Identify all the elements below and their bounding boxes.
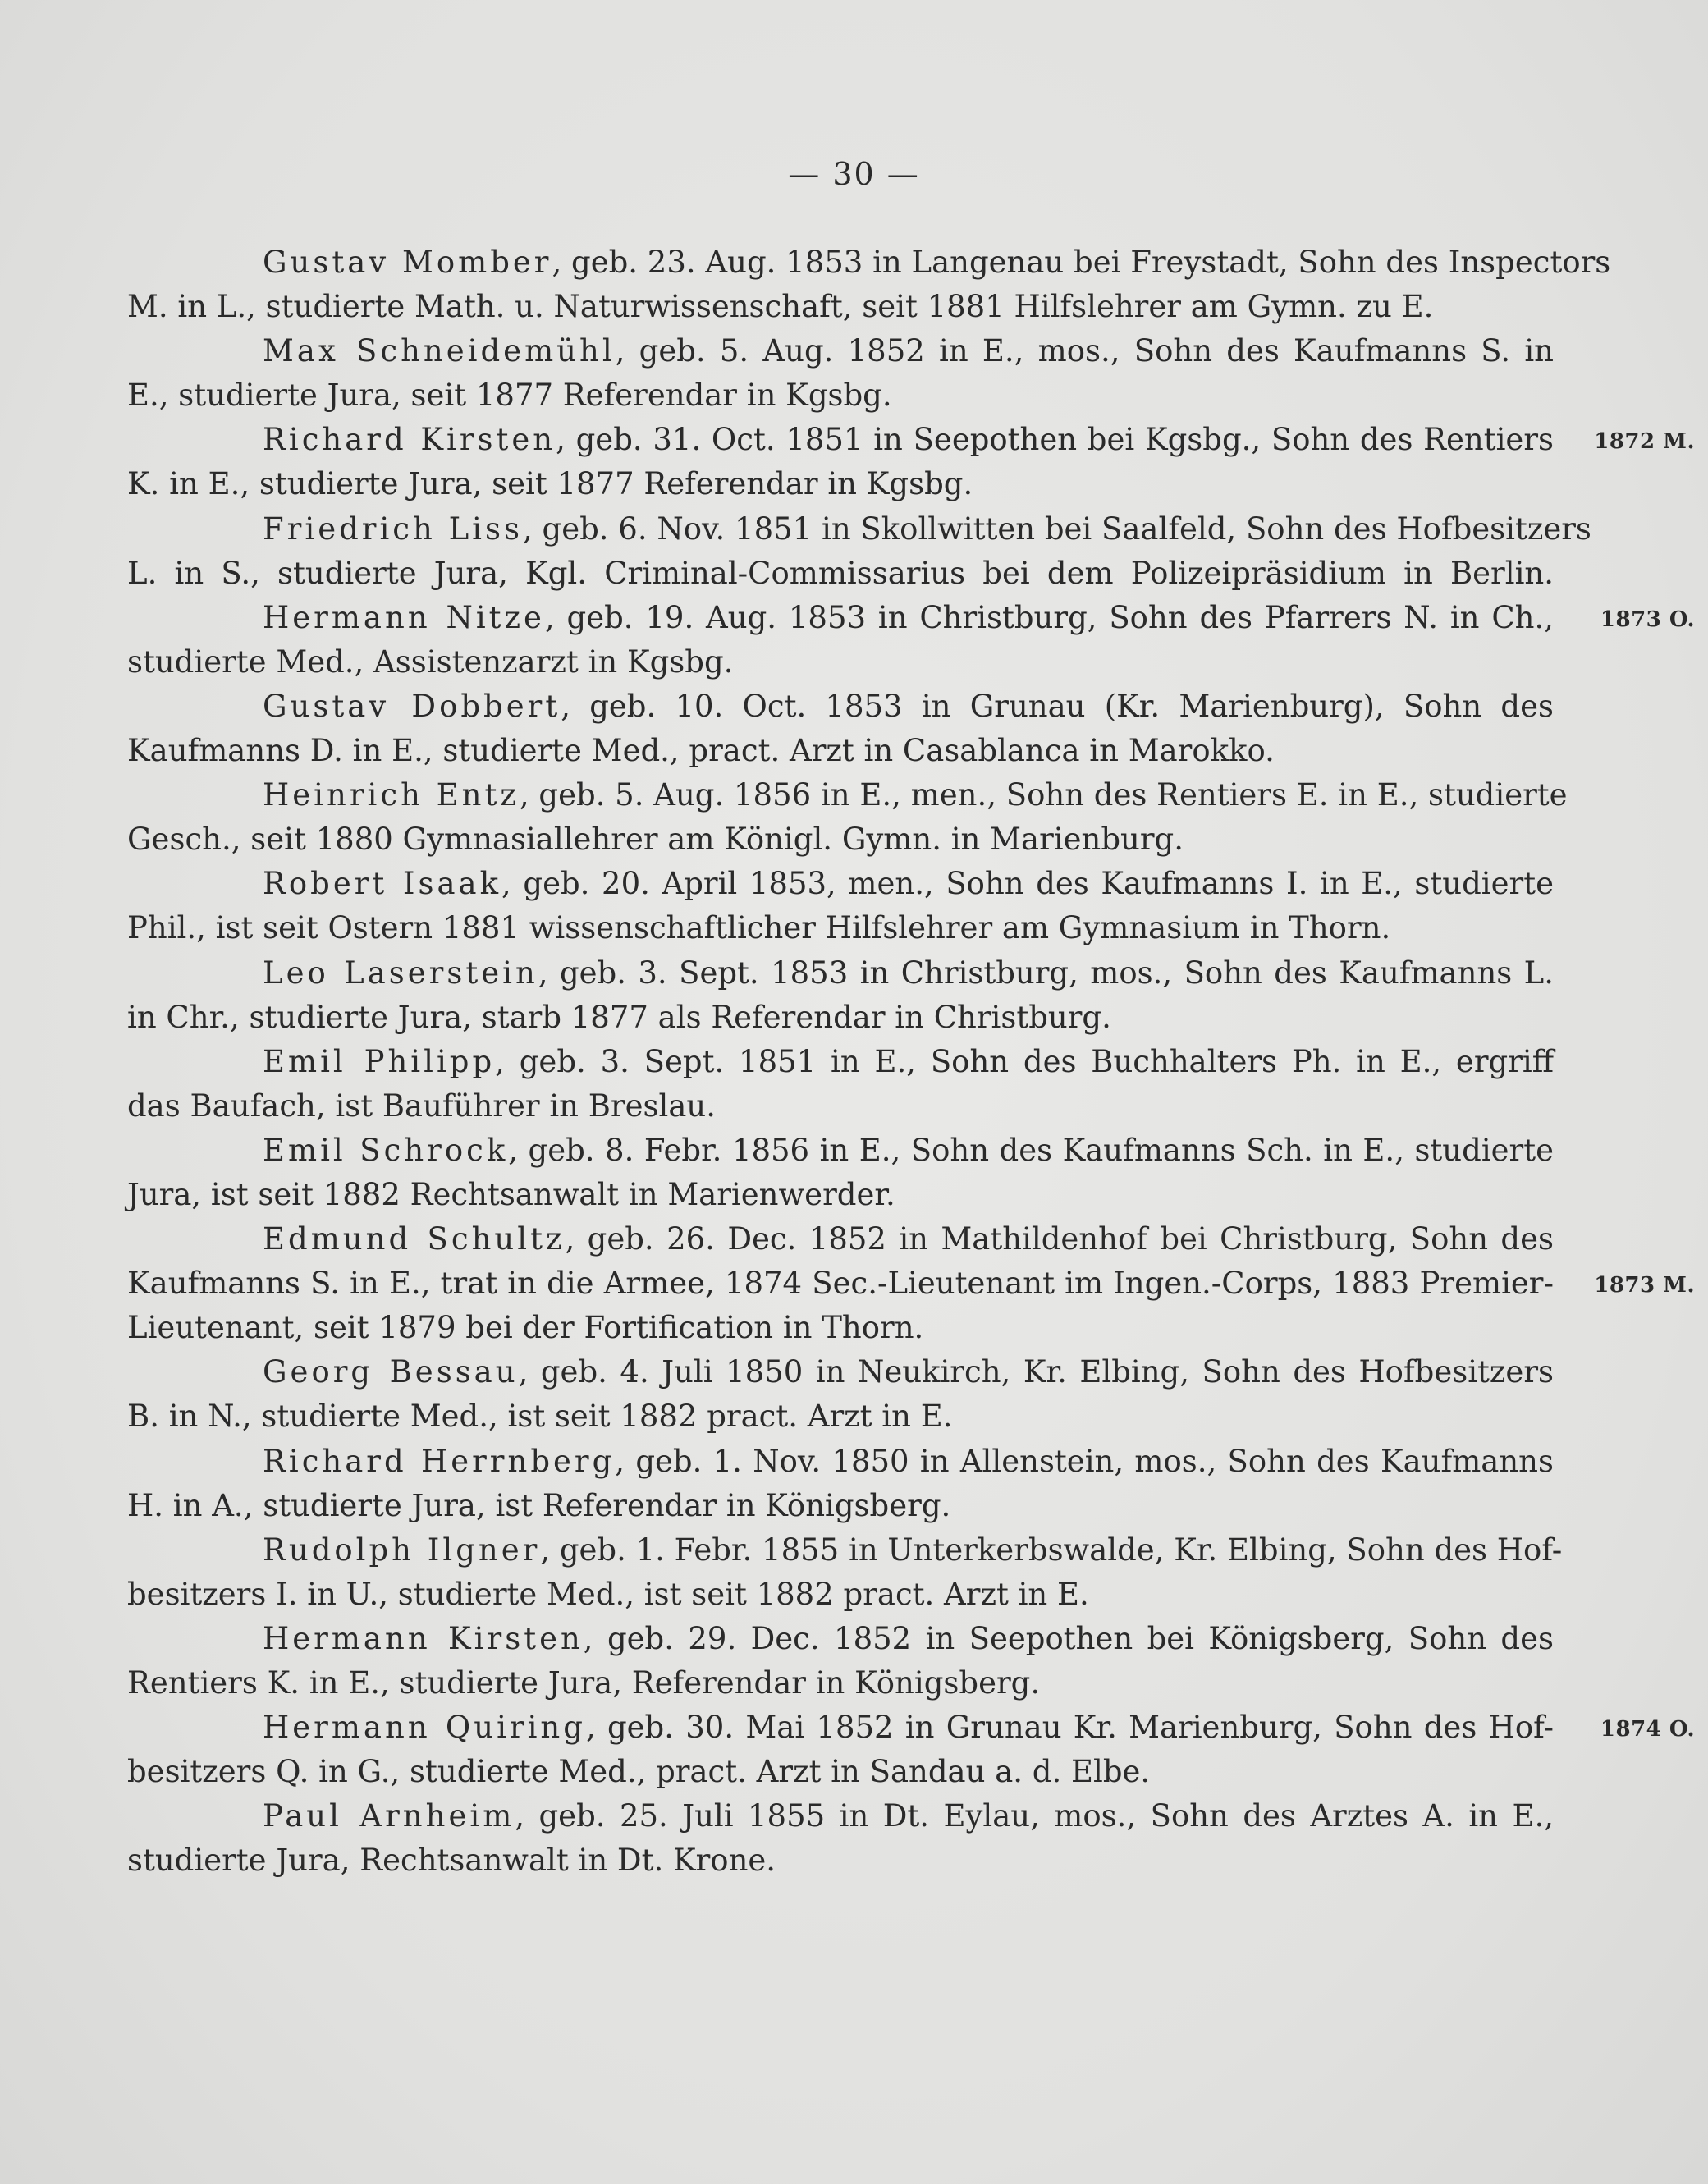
entry-first-line [127, 240, 1611, 285]
entry-first-line [127, 1440, 1554, 1484]
text-body [127, 240, 1695, 1883]
entry-first-line [127, 1528, 1563, 1573]
entry-line: besitzers I. in U., studierte Med., ist seit 1882 pract. Arzt in E. [127, 1576, 1089, 1612]
person-name: Robert Isaak [263, 866, 502, 902]
entry-line: B. in N., studierte Med., ist seit 1882 pract. Arzt in E. [127, 1399, 953, 1435]
entry-line: Rentiers K. in E., studierte Jura, Referendar in Königsberg. [127, 1665, 1041, 1701]
entry-first-line [127, 1350, 1554, 1394]
person-name: Heinrich Entz [263, 777, 520, 813]
entry-text: , geb. 6. Nov. 1851 in Skollwitten bei Saalfeld, Sohn des Hofbesitzers [523, 511, 1591, 547]
entry-first-line [127, 596, 1695, 640]
entry-text: , geb. 10. Oct. 1853 in Grunau (Kr. Marienburg), Sohn des [561, 688, 1554, 724]
entry-first-line [127, 507, 1591, 552]
person-name: Rudolph Ilgner [263, 1532, 541, 1568]
entry-first-line [127, 1040, 1554, 1084]
entry-line: M. in L., studierte Math. u. Naturwissenschaft, seit 1881 Hilfslehrer am Gymn. zu E. [127, 289, 1434, 325]
entry-first-line [127, 773, 1568, 817]
entry-first-line [127, 1794, 1554, 1838]
entry-text: , geb. 29. Dec. 1852 in Seepothen bei Königsberg, Sohn des [583, 1620, 1554, 1656]
entry-text: , geb. 3. Sept. 1853 in Christburg, mos., Sohn des Kaufmanns L. [538, 955, 1554, 991]
entry-line: H. in A., studierte Jura, ist Referendar in Königsberg. [127, 1487, 951, 1523]
entry-first-line [127, 1617, 1554, 1661]
margin-year-note: 1873 O. [1600, 607, 1695, 632]
entry-text: , geb. 20. April 1853, men., Sohn des Kaufmanns I. in E., studierte [501, 866, 1554, 902]
entry-text: , geb. 5. Aug. 1856 in E., men., Sohn des Rentiers E. in E., studierte [519, 777, 1568, 813]
entry-text: , geb. 25. Juli 1855 in Dt. Eylau, mos., Sohn des Arztes A. in E., [515, 1798, 1554, 1834]
entry-line: in Chr., studierte Jura, starb 1877 als Referendar in Christburg. [127, 999, 1111, 1035]
entry-first-line [127, 1706, 1695, 1750]
person-name: Paul Arnheim [263, 1798, 515, 1834]
entry-line: studierte Jura, Rechtsanwalt in Dt. Krone. [127, 1843, 776, 1879]
entry-first-line [127, 1217, 1554, 1261]
entry-line: Lieutenant, seit 1879 bei der Fortification in Thorn. [127, 1310, 924, 1346]
entry-text: , geb. 8. Febr. 1856 in E., Sohn des Kaufmanns Sch. in E., studierte [508, 1132, 1555, 1168]
person-name: Georg Bessau [263, 1354, 519, 1390]
person-name: Emil Philipp [263, 1043, 496, 1079]
entry-text: , geb. 5. Aug. 1852 in E., mos., Sohn des Kaufmanns S. in [615, 333, 1554, 369]
entry-first-line [127, 1129, 1554, 1173]
entry-first-line [127, 329, 1554, 373]
entry-first-line [127, 418, 1695, 462]
entry-text: , geb. 31. Oct. 1851 in Seepothen bei Kgsbg., Sohn des Rentiers [556, 422, 1554, 458]
entry-line [127, 1261, 1695, 1306]
person-name: Richard Kirsten [263, 422, 556, 458]
entry-line: Jura, ist seit 1882 Rechtsanwalt in Marienwerder. [127, 1176, 895, 1212]
person-name: Max Schneidemühl [263, 333, 616, 369]
entry-text: Kaufmanns S. in E., trat in die Armee, 1874 Sec.-Lieutenant im Ingen.-Corps, 1883 Premier- [127, 1266, 1554, 1302]
entry-text: , geb. 1. Nov. 1850 in Allenstein, mos., Sohn des Kaufmanns [615, 1443, 1554, 1479]
entry-text: , geb. 3. Sept. 1851 in E., Sohn des Buchhalters Ph. in E., ergriff [495, 1043, 1554, 1079]
page-number: — 30 — [788, 156, 920, 192]
person-name: Richard Herrnberg [263, 1443, 616, 1479]
margin-year-note: 1872 M. [1594, 429, 1695, 455]
entry-line: studierte Med., Assistenzarzt in Kgsbg. [127, 643, 734, 680]
margin-year-note: 1873 M. [1594, 1273, 1695, 1298]
entry-line: K. in E., studierte Jura, seit 1877 Referendar in Kgsbg. [127, 466, 973, 502]
entry-line: das Baufach, ist Bauführer in Breslau. [127, 1087, 716, 1124]
entry-line: Kaufmanns D. in E., studierte Med., pract. Arzt in Casablanca in Marokko. [127, 733, 1275, 769]
entry-text: , geb. 26. Dec. 1852 in Mathildenhof bei Christburg, Sohn des [565, 1221, 1554, 1257]
person-name: Gustav Momber [263, 245, 552, 280]
entry-first-line [127, 862, 1554, 906]
entry-line: Phil., ist seit Ostern 1881 wissenschaftlicher Hilfslehrer am Gymnasium in Thorn. [127, 910, 1391, 946]
person-name: Edmund Schultz [263, 1221, 566, 1257]
entry-line: Gesch., seit 1880 Gymnasiallehrer am Königl. Gymn. in Marienburg. [127, 822, 1184, 858]
entry-line: L. in S., studierte Jura, Kgl. Criminal-Commissarius bei dem Polizeipräsidium in Berlin. [127, 555, 1554, 591]
entry-text: , geb. 1. Febr. 1855 in Unterkerbswalde, Kr. Elbing, Sohn des Hof- [540, 1532, 1563, 1568]
margin-year-note: 1874 O. [1600, 1717, 1695, 1742]
entry-text: , geb. 4. Juli 1850 in Neukirch, Kr. Elbing, Sohn des Hofbesitzers [518, 1354, 1554, 1390]
person-name: Emil Schrock [263, 1132, 509, 1168]
entry-text: , geb. 23. Aug. 1853 in Langenau bei Freystadt, Sohn des Inspectors [552, 245, 1611, 280]
entry-line: besitzers Q. in G., studierte Med., pract. Arzt in Sandau a. d. Elbe. [127, 1754, 1151, 1790]
person-name: Gustav Dobbert [263, 688, 561, 724]
person-name: Hermann Quiring [263, 1710, 586, 1746]
entry-line: E., studierte Jura, seit 1877 Referendar in Kgsbg. [127, 378, 892, 414]
person-name: Hermann Kirsten [263, 1620, 584, 1656]
person-name: Leo Laserstein [263, 955, 538, 991]
entry-first-line [127, 685, 1554, 729]
entry-first-line [127, 951, 1554, 996]
entry-text: , geb. 30. Mai 1852 in Grunau Kr. Marienburg, Sohn des Hof- [585, 1710, 1554, 1746]
person-name: Hermann Nitze [263, 599, 545, 635]
entry-text: , geb. 19. Aug. 1853 in Christburg, Sohn des Pfarrers N. in Ch., [544, 599, 1554, 635]
person-name: Friedrich Liss [263, 511, 523, 547]
